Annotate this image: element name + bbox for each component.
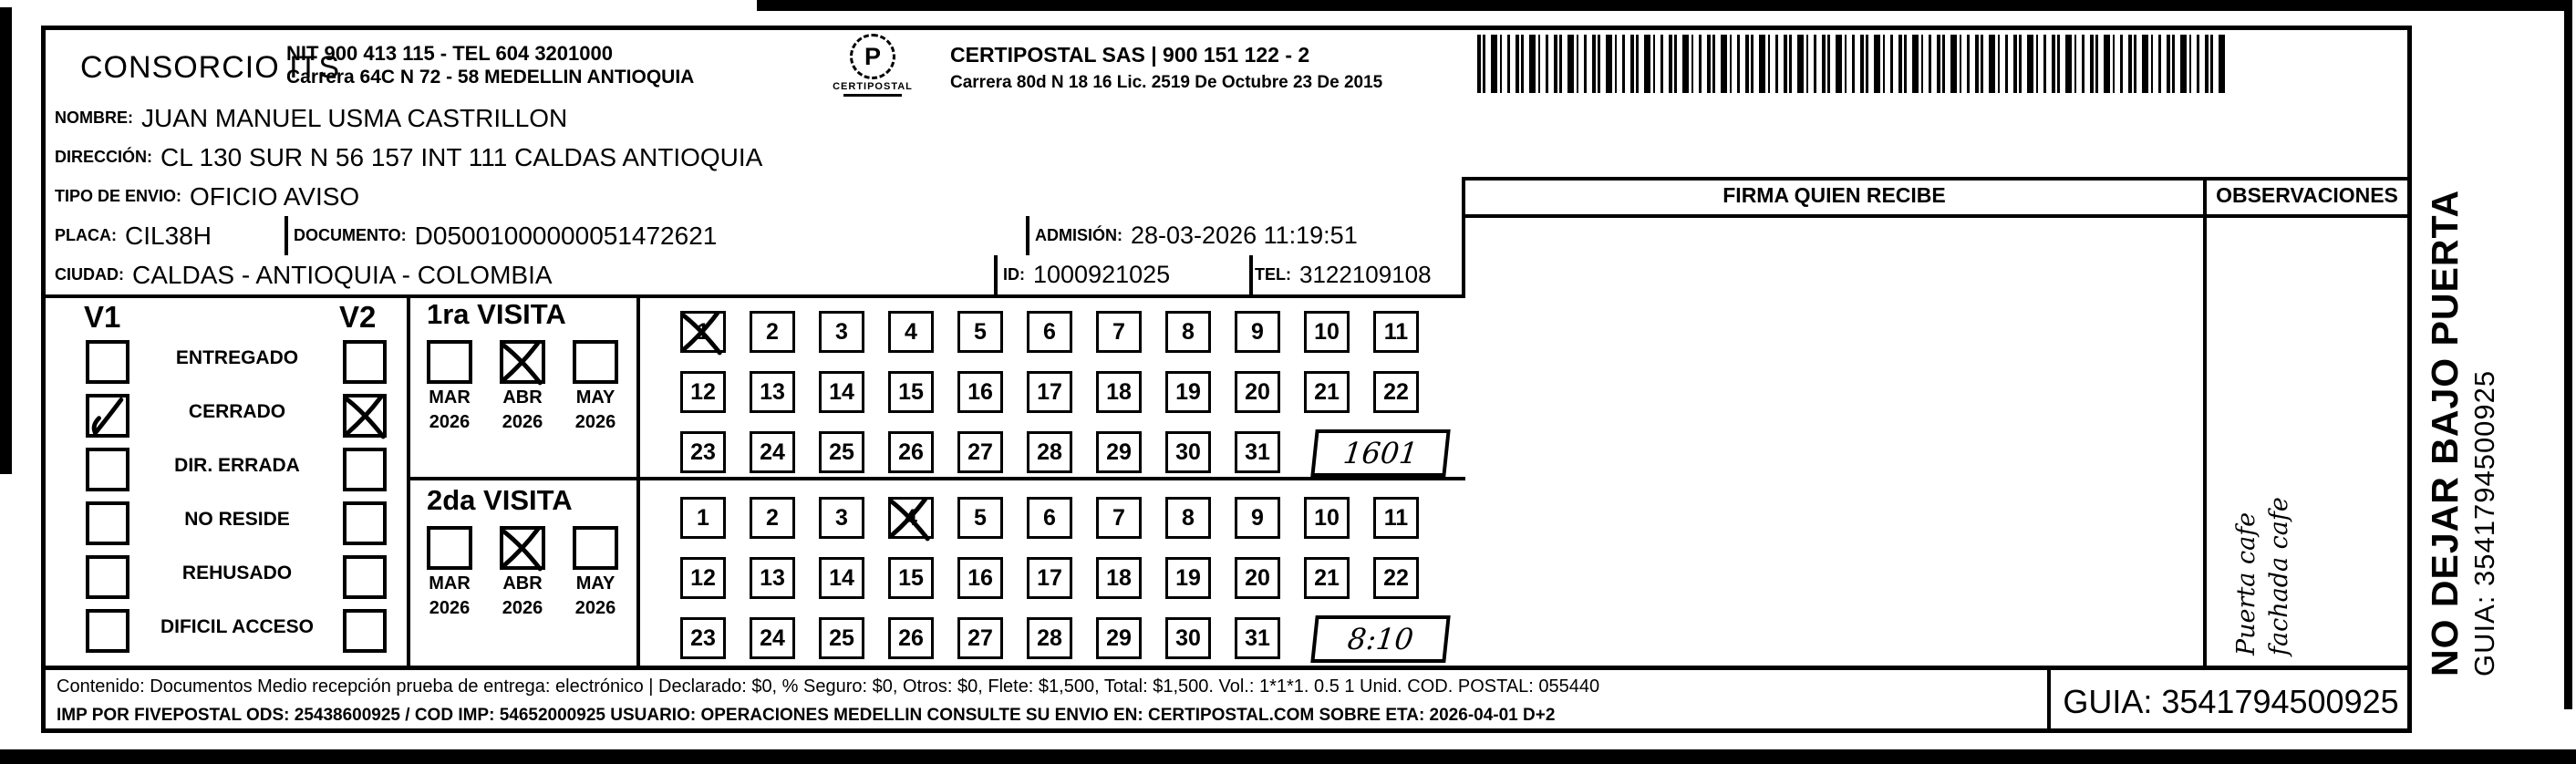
day-cell-14[interactable]: 14 [819, 557, 864, 599]
documento-label: DOCUMENTO: [294, 226, 407, 244]
v1-checkbox-no-reside[interactable] [86, 501, 129, 545]
status-label: DIFICIL ACCESO [160, 616, 314, 637]
status-row-no-reside [46, 501, 410, 540]
month-year: 2026 [429, 598, 471, 618]
day-cell-24[interactable]: 24 [750, 617, 795, 659]
admision-value: 28-03-2026 11:19:51 [1131, 222, 1358, 249]
company-nit-tel: NIT 900 413 115 - TEL 604 3201000 [286, 42, 613, 65]
status-label: CERRADO [188, 401, 286, 422]
row-nombre [46, 98, 2407, 141]
company-info [286, 41, 694, 89]
placa-label: PLACA: [55, 226, 117, 244]
day-cell-22[interactable]: 22 [1373, 557, 1419, 599]
certipostal-name: CERTIPOSTAL SAS | 900 151 122 - 2 [950, 43, 1310, 67]
day-cell-31[interactable]: 31 [1235, 617, 1280, 659]
month-year: 2026 [574, 412, 616, 432]
v2-header: V2 [339, 300, 377, 334]
documento-value: D05001000000051472621 [414, 221, 718, 250]
day-cell-10[interactable]: 10 [1304, 497, 1350, 539]
direccion-label: DIRECCIÓN: [55, 148, 152, 166]
visit2-days [680, 480, 1465, 663]
day-cell-8[interactable]: 8 [1165, 311, 1211, 353]
status-row-dificil-acceso [46, 609, 410, 647]
visit1-title: 1ra VISITA [427, 298, 566, 330]
tipo-value: OFICIO AVISO [190, 181, 360, 211]
nombre-label: NOMBRE: [55, 108, 133, 127]
v1-header: V1 [84, 300, 121, 334]
day-cell-18[interactable]: 18 [1096, 557, 1142, 599]
month-year: 2026 [502, 412, 543, 432]
certipostal-address: Carrera 80d N 18 16 Lic. 2519 De Octubre 23 De 2015 [950, 73, 1383, 92]
day-cell-7[interactable]: 7 [1096, 311, 1142, 353]
certipostal-logo-icon [822, 34, 923, 97]
v2-checkbox-rehusado[interactable] [343, 555, 387, 599]
day-cell-24[interactable]: 24 [750, 431, 795, 473]
firma-column [1465, 177, 2207, 666]
ciudad-label: CIUDAD: [55, 265, 124, 284]
month-checkbox-mar[interactable] [427, 340, 472, 384]
day-cell-30[interactable]: 30 [1165, 617, 1211, 659]
scan-edge-right [2564, 0, 2572, 709]
day-cell-16[interactable]: 16 [957, 557, 1003, 599]
status-label: REHUSADO [181, 563, 293, 583]
footer-line1: Contenido: Documentos Medio recepción prueba de entrega: electrónico | Declarado: $0, % Seguro: $0, Otros: $0, Flete: $1,500, Total: $1,500. Vol.: 1*1*1. 0.5 1 Unid. COD. POSTAL: 055440 [57, 676, 1600, 697]
day-cell-19[interactable]: 19 [1165, 557, 1211, 599]
day-cell-14[interactable]: 14 [819, 371, 864, 413]
month-checkbox-may[interactable] [573, 340, 618, 384]
day-cell-20[interactable]: 20 [1235, 371, 1280, 413]
status-row-dir-errada [46, 448, 410, 486]
month-label: MAY [575, 387, 616, 408]
observaciones-handwriting [2230, 273, 2296, 656]
day-cell-13[interactable]: 13 [750, 371, 795, 413]
v2-checkbox-entregado[interactable] [343, 340, 387, 384]
month-label: MAY [575, 573, 616, 594]
month-may-visit2 [564, 526, 627, 619]
day-cell-15[interactable]: 15 [888, 371, 934, 413]
status-row-cerrado [46, 394, 410, 432]
visits-area [46, 294, 1465, 666]
day-cell-6[interactable]: 6 [1027, 311, 1072, 353]
day-cell-4[interactable]: 4 [888, 311, 934, 353]
barcode [1477, 35, 2225, 93]
side-guia-number: GUIA: 3541794500925 [2468, 369, 2500, 676]
day-cell-10[interactable]: 10 [1304, 311, 1350, 353]
month-may-visit1 [564, 340, 627, 433]
logo-rule [843, 94, 902, 97]
day-cell-29[interactable]: 29 [1096, 617, 1142, 659]
day-cell-11[interactable]: 11 [1373, 497, 1419, 539]
guia-box: GUIA: 3541794500925 [2047, 670, 2411, 733]
day-cell-15[interactable]: 15 [888, 557, 934, 599]
document-header [46, 30, 2407, 102]
row-tipo [46, 177, 1465, 220]
day-cell-28[interactable]: 28 [1027, 431, 1072, 473]
day-cell-1[interactable]: 1 [680, 497, 726, 539]
day-cell-17[interactable]: 17 [1027, 371, 1072, 413]
nombre-value: JUAN MANUEL USMA CASTRILLON [141, 103, 568, 132]
v1-checkbox-entregado[interactable] [86, 340, 129, 384]
observaciones-header: OBSERVACIONES [2207, 177, 2407, 218]
day-cell-18[interactable]: 18 [1096, 371, 1142, 413]
day-cell-20[interactable]: 20 [1235, 557, 1280, 599]
v2-checkbox-dificil-acceso[interactable] [343, 609, 387, 653]
month-abr-visit2 [491, 526, 554, 619]
visit-panel-1 [410, 480, 1465, 666]
visit1-days [680, 294, 1465, 477]
firma-header: FIRMA QUIEN RECIBE [1465, 177, 2203, 218]
status-row-entregado [46, 340, 410, 378]
v2-checkbox-cerrado[interactable] [343, 394, 387, 438]
day-cell-27[interactable]: 27 [957, 431, 1003, 473]
observaciones-note-line2: fachada cafe [2265, 497, 2293, 656]
month-label: MAR [429, 573, 471, 594]
v1-checkbox-cerrado[interactable] [86, 394, 129, 438]
month-year: 2026 [574, 598, 616, 618]
month-checkbox-mar[interactable] [427, 526, 472, 570]
scan-edge-top [757, 0, 2567, 11]
day-cell-19[interactable]: 19 [1165, 371, 1211, 413]
day-cell-8[interactable]: 8 [1165, 497, 1211, 539]
day-cell-16[interactable]: 16 [957, 371, 1003, 413]
handwritten-time-note: 8:10 [1310, 615, 1450, 663]
month-checkbox-may[interactable] [573, 526, 618, 570]
day-cell-7[interactable]: 7 [1096, 497, 1142, 539]
id-label: ID: [1003, 265, 1025, 284]
day-cell-2[interactable]: 2 [750, 497, 795, 539]
visit2-title: 2da VISITA [427, 484, 573, 516]
logo-glyph: P [850, 34, 895, 79]
footer [46, 666, 2407, 733]
no-dejar-warning: NO DEJAR BAJO PUERTA [2424, 189, 2466, 676]
visit-column-divider [636, 294, 640, 666]
scan-edge-left [0, 7, 12, 474]
row-placa [46, 216, 1465, 259]
certipostal-info [950, 43, 1382, 93]
company-address: Carrera 64C N 72 - 58 MEDELLIN ANTIOQUIA [286, 67, 695, 88]
month-year: 2026 [429, 412, 471, 432]
observaciones-note-line1: Puerta cafe [2232, 511, 2260, 656]
day-cell-26[interactable]: 26 [888, 617, 934, 659]
day-cell-2[interactable]: 2 [750, 311, 795, 353]
day-cell-22[interactable]: 22 [1373, 371, 1419, 413]
tel-value: 3122109108 [1299, 261, 1432, 288]
day-cell-25[interactable]: 25 [819, 431, 864, 473]
v1-checkbox-dir-errada[interactable] [86, 448, 129, 491]
day-cell-3[interactable]: 3 [819, 311, 864, 353]
day-cell-3[interactable]: 3 [819, 497, 864, 539]
day-cell-21[interactable]: 21 [1304, 371, 1350, 413]
direccion-value: CL 130 SUR N 56 157 INT 111 CALDAS ANTIOQUIA [160, 142, 763, 171]
status-row-rehusado [46, 555, 410, 594]
month-checkbox-abr[interactable] [500, 526, 545, 570]
footer-line2: IMP POR FIVEPOSTAL ODS: 25438600925 / COD IMP: 54652000925 USUARIO: OPERACIONES MEDELLIN CONSULTE SU ENVIO EN: CERTIPOSTAL.COM SOBRE ETA: 2026-04-01 D+2 [57, 706, 1556, 725]
day-cell-31[interactable]: 31 [1235, 431, 1280, 473]
month-label: ABR [502, 387, 543, 408]
day-cell-27[interactable]: 27 [957, 617, 1003, 659]
logo-name: CERTIPOSTAL [833, 81, 913, 92]
month-year: 2026 [502, 598, 543, 618]
footer-text [57, 676, 2035, 726]
day-cell-17[interactable]: 17 [1027, 557, 1072, 599]
ciudad-value: CALDAS - ANTIOQUIA - COLOMBIA [132, 260, 553, 289]
day-cell-1[interactable]: 1 [680, 311, 726, 353]
visit-panel-0 [410, 294, 1465, 477]
day-cell-5[interactable]: 5 [957, 311, 1003, 353]
handwritten-time-note: 1601 [1310, 429, 1450, 477]
scan-edge-bottom [0, 749, 2576, 764]
admision-label: ADMISIÓN: [1035, 226, 1122, 244]
tel-label: TEL: [1255, 265, 1291, 284]
day-cell-28[interactable]: 28 [1027, 617, 1072, 659]
day-cell-4[interactable]: 4 [888, 497, 934, 539]
day-cell-5[interactable]: 5 [957, 497, 1003, 539]
v1-checkbox-rehusado[interactable] [86, 555, 129, 599]
day-cell-29[interactable]: 29 [1096, 431, 1142, 473]
waybill-document [41, 26, 2412, 733]
month-label: ABR [502, 573, 543, 594]
day-cell-25[interactable]: 25 [819, 617, 864, 659]
month-label: MAR [429, 387, 471, 408]
row-direccion [46, 138, 2407, 181]
side-strip [2424, 107, 2501, 676]
month-abr-visit1 [491, 340, 554, 433]
day-cell-6[interactable]: 6 [1027, 497, 1072, 539]
company-name: CONSORCIO ITS [80, 50, 341, 85]
day-cell-30[interactable]: 30 [1165, 431, 1211, 473]
day-cell-23[interactable]: 23 [680, 617, 726, 659]
row-ciudad [46, 255, 1465, 298]
firma-blank-area[interactable] [1465, 218, 2203, 666]
status-label: ENTREGADO [175, 347, 299, 368]
id-value: 1000921025 [1033, 261, 1171, 288]
day-cell-23[interactable]: 23 [680, 431, 726, 473]
day-cell-12[interactable]: 12 [680, 371, 726, 413]
day-cell-21[interactable]: 21 [1304, 557, 1350, 599]
status-label: DIR. ERRADA [174, 455, 300, 476]
month-mar-visit1 [418, 340, 481, 433]
month-checkbox-abr[interactable] [500, 340, 545, 384]
placa-value: CIL38H [125, 221, 212, 250]
day-cell-9[interactable]: 9 [1235, 497, 1280, 539]
v1-checkbox-dificil-acceso[interactable] [86, 609, 129, 653]
day-cell-12[interactable]: 12 [680, 557, 726, 599]
day-cell-11[interactable]: 11 [1373, 311, 1419, 353]
day-cell-26[interactable]: 26 [888, 431, 934, 473]
month-mar-visit2 [418, 526, 481, 619]
v2-checkbox-dir-errada[interactable] [343, 448, 387, 491]
tipo-label: TIPO DE ENVIO: [55, 187, 182, 205]
status-box [46, 294, 410, 666]
day-cell-9[interactable]: 9 [1235, 311, 1280, 353]
status-label: NO RESIDE [184, 509, 290, 530]
v2-checkbox-no-reside[interactable] [343, 501, 387, 545]
day-cell-13[interactable]: 13 [750, 557, 795, 599]
